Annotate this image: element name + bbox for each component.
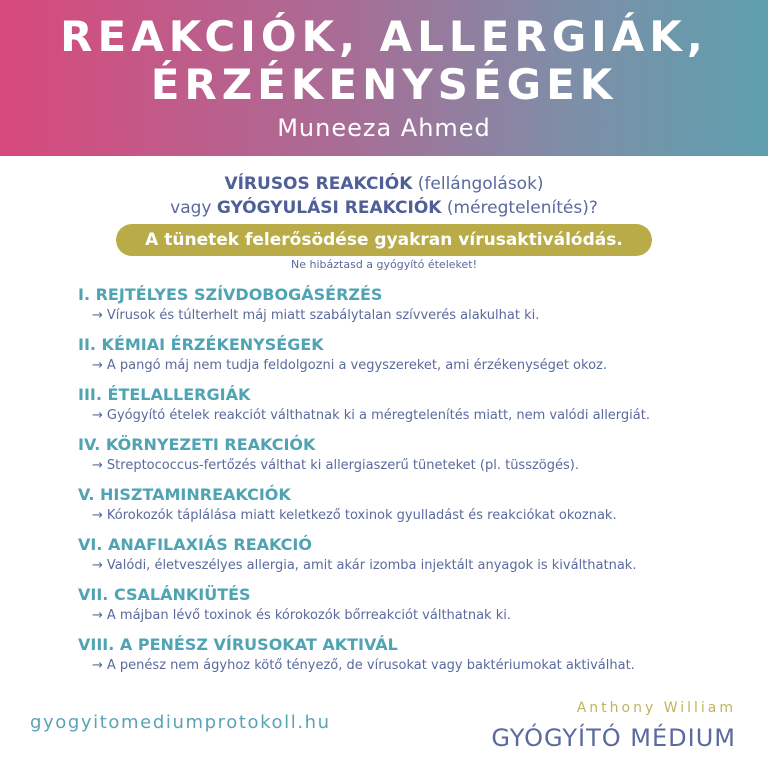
healing-reactions-label: GYÓGYULÁSI REAKCIÓK <box>216 198 442 218</box>
arrow-right-icon: → <box>92 408 103 423</box>
item-title: IV. KÖRNYEZETI REAKCIÓK <box>78 435 316 454</box>
list-item <box>78 334 758 384</box>
item-desc-text: Streptococcus-fertőzés válthat ki allergiaszerű tüneteket (pl. tüsszögés). <box>106 458 579 473</box>
list-item <box>78 484 758 534</box>
arrow-right-icon: → <box>92 358 103 373</box>
item-desc <box>78 656 758 676</box>
item-title: V. HISZTAMINREAKCIÓK <box>78 485 291 504</box>
item-desc-text: A májban lévő toxinok és kórokozók bőrreakciót válthatnak ki. <box>106 608 511 623</box>
header-banner <box>0 0 768 156</box>
healing-reactions-note: (méregtelenítés)? <box>441 198 598 218</box>
highlight-pill: A tünetek felerősödése gyakran vírusaktiválódás. <box>116 224 652 256</box>
item-title: II. KÉMIAI ÉRZÉKENYSÉGEK <box>78 335 324 354</box>
question-or: vagy <box>170 198 217 218</box>
item-title: VI. ANAFILAXIÁS REAKCIÓ <box>78 535 312 554</box>
item-desc-text: Gyógyító ételek reakciót válthatnak ki a méregtelenítés miatt, nem valódi allergiát. <box>106 408 650 423</box>
page-title-line1: REAKCIÓK, ALLERGIÁK, <box>60 12 708 61</box>
arrow-right-icon: → <box>92 658 103 673</box>
item-desc <box>78 456 758 476</box>
brand-title: GYÓGYÍTÓ MÉDIUM <box>491 724 736 752</box>
item-title: I. REJTÉLYES SZÍVDOBOGÁSÉRZÉS <box>78 285 383 304</box>
item-desc-text: Vírusok és túlterhelt máj miatt szabálytalan szívverés alakulhat ki. <box>106 308 540 323</box>
list-item <box>78 534 758 584</box>
item-desc-text: Kórokozók táplálása miatt keletkező toxinok gyulladást és reakciókat okoznak. <box>106 508 617 523</box>
item-desc <box>78 406 758 426</box>
question-block <box>0 172 768 220</box>
item-desc-text: Valódi, életveszélyes allergia, amit akár izomba injektált anyagok is kiválthatnak. <box>106 558 637 573</box>
list-item <box>78 284 758 334</box>
item-title: III. ÉTELALLERGIÁK <box>78 385 251 404</box>
arrow-right-icon: → <box>92 558 103 573</box>
website-url: gyogyitomediumprotokoll.hu <box>30 712 331 733</box>
list-item <box>78 634 758 684</box>
page-title-line2: ÉRZÉKENYSÉGEK <box>150 60 618 109</box>
arrow-right-icon: → <box>92 308 103 323</box>
arrow-right-icon: → <box>92 508 103 523</box>
arrow-right-icon: → <box>92 458 103 473</box>
item-desc <box>78 556 758 576</box>
question-line2 <box>0 196 768 220</box>
arrow-right-icon: → <box>92 608 103 623</box>
question-line1 <box>0 172 768 196</box>
reactions-list <box>78 284 758 684</box>
author-name: Muneeza Ahmed <box>277 114 491 142</box>
list-item <box>78 434 758 484</box>
item-title: VIII. A PENÉSZ VÍRUSOKAT AKTIVÁL <box>78 635 398 654</box>
item-title: VII. CSALÁNKIÜTÉS <box>78 585 251 604</box>
brand-author: Anthony William <box>576 700 736 716</box>
list-item <box>78 384 758 434</box>
item-desc <box>78 606 758 626</box>
list-item <box>78 584 758 634</box>
item-desc <box>78 306 758 326</box>
item-desc <box>78 356 758 376</box>
viral-reactions-note: (fellángolások) <box>412 174 544 194</box>
item-desc <box>78 506 758 526</box>
item-desc-text: A penész nem ágyhoz kötő tényező, de vírusokat vagy baktériumokat aktiválhat. <box>106 658 635 673</box>
note-text: Ne hibáztasd a gyógyító ételeket! <box>291 258 477 271</box>
item-desc-text: A pangó máj nem tudja feldolgozni a vegyszereket, ami érzékenységet okoz. <box>106 358 607 373</box>
viral-reactions-label: VÍRUSOS REAKCIÓK <box>224 174 413 194</box>
